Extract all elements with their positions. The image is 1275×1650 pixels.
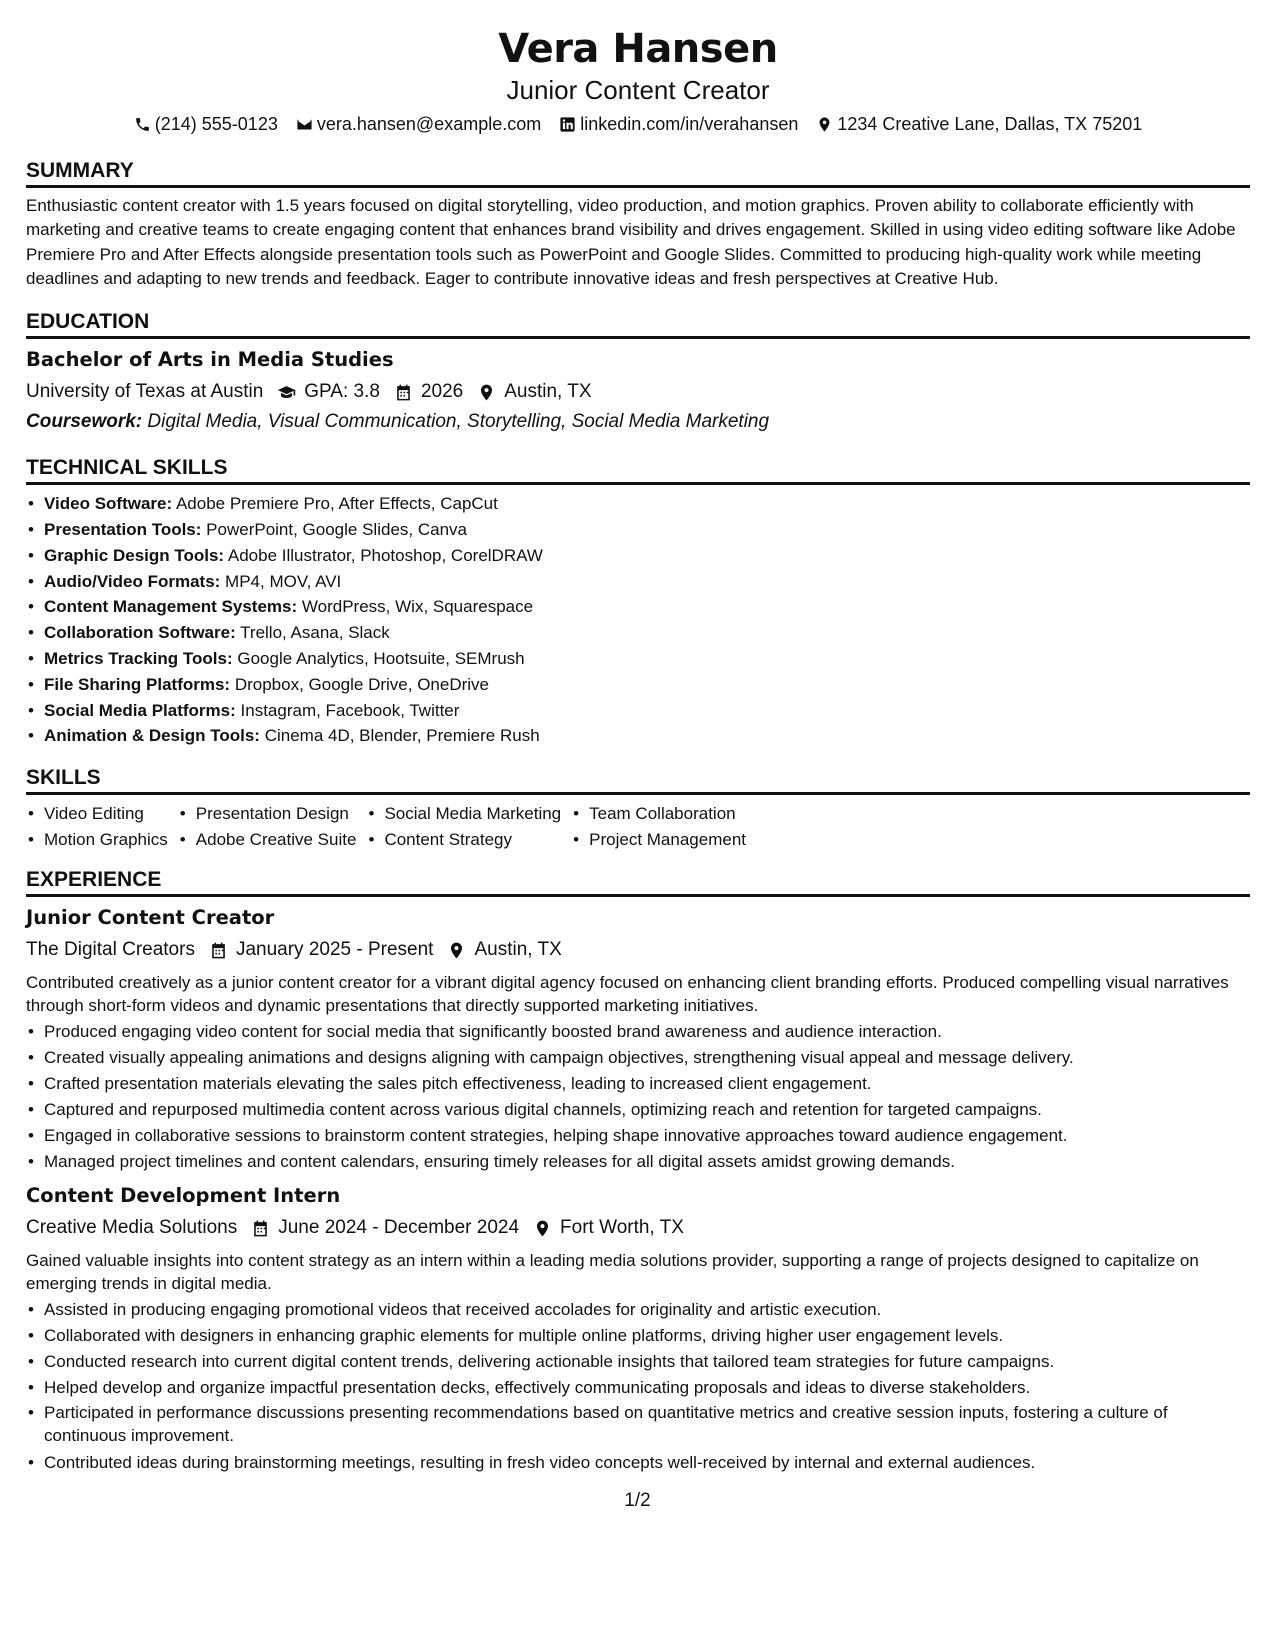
list-item: • Audio/Video Formats: MP4, MOV, AVI <box>44 569 1250 595</box>
phone-icon <box>134 116 151 133</box>
email-link[interactable]: vera.hansen@example.com <box>316 114 542 134</box>
list-item: • Adobe Creative Suite <box>196 827 357 853</box>
linkedin-icon <box>559 116 576 133</box>
job-bullets <box>26 1019 1250 1175</box>
graduation-year: 2026 <box>420 381 464 403</box>
skills-column <box>384 801 561 853</box>
calendar-icon <box>394 383 413 402</box>
list-item: • Participated in performance discussions presenting recommendations based on quantitative metrics and creative session inputs, fostering a culture of continuous improvement. <box>44 1401 1250 1447</box>
section-heading: EDUCATION <box>26 309 1250 339</box>
contact-bar <box>26 112 1250 136</box>
map-pin-icon <box>447 941 466 960</box>
education-section <box>26 309 1250 435</box>
list-item: • Content Strategy <box>384 827 561 853</box>
list-item: • Created visually appealing animations and designs aligning with campaign objectives, strengthening visual appeal and message delivery. <box>44 1045 1250 1071</box>
skills-column <box>589 801 746 853</box>
address-text: 1234 Creative Lane, Dallas, TX 75201 <box>837 114 1143 134</box>
list-item: • Engaged in collaborative sessions to brainstorm content strategies, helping shape innovative approaches toward audience engagement. <box>44 1123 1250 1149</box>
coursework-line <box>26 409 1250 435</box>
technical-skills-section <box>26 455 1250 749</box>
list-item: • Assisted in producing engaging promotional videos that received accolades for originality and artistic execution. <box>44 1297 1250 1323</box>
job-title: Junior Content Creator <box>26 906 275 930</box>
map-pin-icon <box>477 383 496 402</box>
list-item: • Social Media Platforms: Instagram, Facebook, Twitter <box>44 698 1250 724</box>
section-heading: TECHNICAL SKILLS <box>26 455 1250 485</box>
list-item: • Crafted presentation materials elevating the sales pitch effectiveness, leading to increased client engagement. <box>44 1071 1250 1097</box>
job-location: Fort Worth, TX <box>560 1217 684 1239</box>
list-item: • Collaborated with designers in enhancing graphic elements for multiple online platforms, driving higher user engagement levels. <box>44 1323 1250 1349</box>
education-meta <box>26 379 1250 405</box>
school-name: University of Texas at Austin <box>26 381 264 403</box>
map-pin-icon <box>533 1219 552 1238</box>
list-item: • Graphic Design Tools: Adobe Illustrator, Photoshop, CorelDRAW <box>44 543 1250 569</box>
job-title: Content Development Intern <box>26 1184 341 1208</box>
list-item: • Presentation Design <box>196 801 357 827</box>
list-item: • Metrics Tracking Tools: Google Analytics, Hootsuite, SEMrush <box>44 646 1250 672</box>
list-item: • Collaboration Software: Trello, Asana, Slack <box>44 620 1250 646</box>
company-name: Creative Media Solutions <box>26 1217 238 1239</box>
job-meta <box>26 937 1250 963</box>
job-description: Contributed creatively as a junior content creator for a vibrant digital agency focused on enhancing client branding efforts. Produced compelling visual narratives through short-form videos and dynamic presentations that directly supported marketing initiatives. <box>26 973 1229 1016</box>
list-item: • File Sharing Platforms: Dropbox, Google Drive, OneDrive <box>44 672 1250 698</box>
list-item: • Video Software: Adobe Premiere Pro, After Effects, CapCut <box>44 491 1250 517</box>
contact-phone <box>134 112 278 136</box>
contact-address <box>816 112 1142 136</box>
summary-text: Enthusiastic content creator with 1.5 years focused on digital storytelling, video production, and motion graphics. Proven ability to collaborate efficiently with marketing and creative teams to create engaging content that enhances brand visibility and drives engagement. Skilled in using video editing software like Adobe Premiere Pro and After Effects alongside presentation tools such as PowerPoint and Google Slides. Committed to producing high-quality work while meeting deadlines and adapting to new trends and feedback. Eager to contribute innovative ideas and fresh perspectives at Creative Hub. <box>26 196 1236 288</box>
education-location: Austin, TX <box>504 381 592 403</box>
resume-page <box>26 24 1250 1476</box>
coursework-label: Coursework: <box>26 411 143 433</box>
job-meta <box>26 1215 1250 1241</box>
graduation-cap-icon <box>277 383 296 402</box>
map-pin-icon <box>816 116 833 133</box>
company-name: The Digital Creators <box>26 939 195 961</box>
experience-section <box>26 867 1250 1476</box>
contact-email[interactable] <box>296 112 541 136</box>
list-item: • Project Management <box>589 827 746 853</box>
skills-column <box>196 801 357 853</box>
list-item: • Conducted research into current digital content trends, delivering actionable insights that tailored team strategies for future campaigns. <box>44 1349 1250 1375</box>
list-item: • Captured and repurposed multimedia content across various digital channels, optimizing reach and retention for targeted campaigns. <box>44 1097 1250 1123</box>
envelope-icon <box>296 116 313 133</box>
list-item: • Team Collaboration <box>589 801 746 827</box>
degree-title: Bachelor of Arts in Media Studies <box>26 348 394 372</box>
list-item: • Contributed ideas during brainstorming meetings, resulting in fresh video concepts well-received by internal and external audiences. <box>44 1450 1250 1476</box>
candidate-title: Junior Content Creator <box>506 75 770 105</box>
page-number: 1/2 <box>624 1490 651 1511</box>
list-item: • Produced engaging video content for social media that significantly boosted brand awareness and audience interaction. <box>44 1019 1250 1045</box>
list-item: • Helped develop and organize impactful presentation decks, effectively communicating proposals and ideas to diverse stakeholders. <box>44 1375 1250 1401</box>
job-location: Austin, TX <box>474 939 562 961</box>
list-item: • Video Editing <box>44 801 168 827</box>
list-item: • Content Management Systems: WordPress, Wix, Squarespace <box>44 594 1250 620</box>
list-item: • Presentation Tools: PowerPoint, Google Slides, Canva <box>44 517 1250 543</box>
skills-section <box>26 765 1250 853</box>
calendar-icon <box>209 941 228 960</box>
technical-skills-list <box>26 491 1250 749</box>
linkedin-link[interactable]: linkedin.com/in/verahansen <box>580 114 799 134</box>
section-heading: SKILLS <box>26 765 1250 795</box>
coursework-list: Digital Media, Visual Communication, Storytelling, Social Media Marketing <box>147 411 770 433</box>
job-dates: January 2025 - Present <box>235 939 434 961</box>
list-item: • Managed project timelines and content calendars, ensuring timely releases for all digital assets amidst growing demands. <box>44 1149 1250 1175</box>
contact-linkedin[interactable] <box>559 112 798 136</box>
list-item: • Social Media Marketing <box>384 801 561 827</box>
skills-grid <box>26 801 1250 853</box>
skills-column <box>44 801 168 853</box>
job-description: Gained valuable insights into content strategy as an intern within a leading media solutions provider, supporting a range of projects designed to capitalize on emerging trends in digital media. <box>26 1251 1199 1294</box>
phone-text: (214) 555-0123 <box>154 114 278 134</box>
list-item: • Motion Graphics <box>44 827 168 853</box>
list-item: • Animation & Design Tools: Cinema 4D, Blender, Premiere Rush <box>44 723 1250 749</box>
summary-section <box>26 158 1250 291</box>
candidate-name: Vera Hansen <box>498 26 778 72</box>
gpa-text: GPA: 3.8 <box>304 381 380 403</box>
experience-entry <box>26 905 1250 1175</box>
section-heading: EXPERIENCE <box>26 867 1250 897</box>
calendar-icon <box>251 1219 270 1238</box>
resume-header <box>26 24 1250 136</box>
experience-entry <box>26 1183 1250 1476</box>
job-dates: June 2024 - December 2024 <box>278 1217 520 1239</box>
job-bullets <box>26 1297 1250 1476</box>
section-heading: SUMMARY <box>26 158 1250 188</box>
